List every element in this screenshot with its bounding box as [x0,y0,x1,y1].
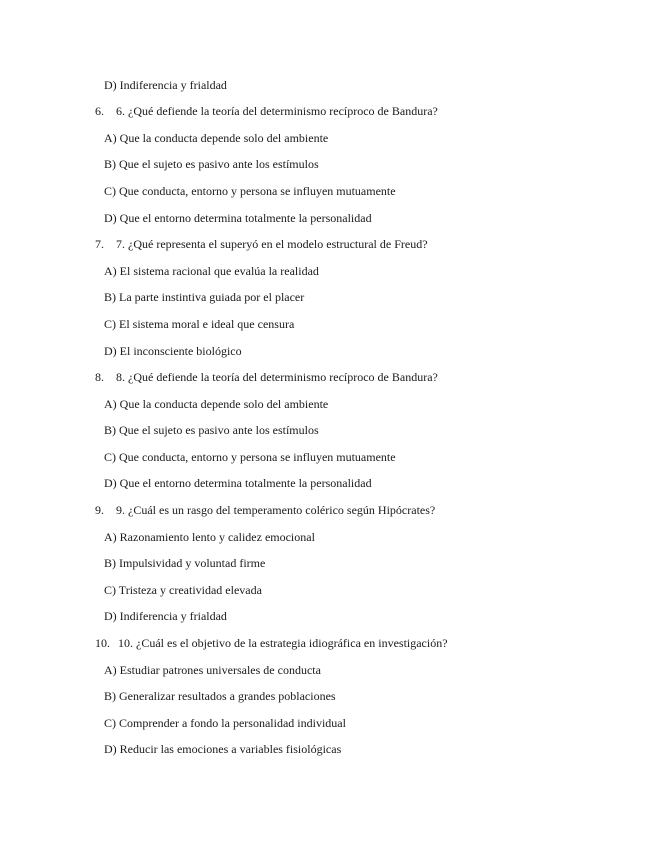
option-text: A) Estudiar patrones universales de conducta [104,663,321,677]
option-text: A) Que la conducta depende solo del ambiente [104,131,329,145]
option-text: A) El sistema racional que evalúa la realidad [104,264,319,278]
question-text: 8. ¿Qué defiende la teoría del determinismo recíproco de Bandura? [116,370,438,384]
option-text: C) Comprender a fondo la personalidad individual [104,716,346,730]
option-text: B) Generalizar resultados a grandes poblaciones [104,689,336,703]
question-number: 6. [95,104,104,118]
question-text: 7. ¿Qué representa el superyó en el modelo estructural de Freud? [116,237,428,251]
option-text: B) Impulsividad y voluntad firme [104,556,266,570]
option-text: B) Que el sujeto es pasivo ante los estímulos [104,157,319,171]
question-number: 10. [95,636,110,650]
question-number: 9. [95,503,104,517]
option-text: D) El inconsciente biológico [104,344,242,358]
question-text: 9. ¿Cuál es un rasgo del temperamento colérico según Hipócrates? [116,503,436,517]
option-text: D) Que el entorno determina totalmente la personalidad [104,211,372,225]
option-text: B) Que el sujeto es pasivo ante los estímulos [104,423,319,437]
question-number: 7. [95,237,104,251]
option-text: D) Indiferencia y frialdad [104,78,227,92]
option-text: C) Que conducta, entorno y persona se influyen mutuamente [104,450,396,464]
option-text: D) Que el entorno determina totalmente la personalidad [104,476,372,490]
option-text: D) Reducir las emociones a variables fisiológicas [104,742,342,756]
question-text: 6. ¿Qué defiende la teoría del determinismo recíproco de Bandura? [116,104,438,118]
option-text: B) La parte instintiva guiada por el placer [104,290,305,304]
question-number: 8. [95,370,104,384]
option-text: C) El sistema moral e ideal que censura [104,317,295,331]
question-text: 10. ¿Cuál es el objetivo de la estrategia idiográfica en investigación? [118,636,448,650]
option-text: A) Razonamiento lento y calidez emocional [104,530,315,544]
option-text: A) Que la conducta depende solo del ambiente [104,397,329,411]
option-text: C) Tristeza y creatividad elevada [104,583,262,597]
option-text: D) Indiferencia y frialdad [104,609,227,623]
option-text: C) Que conducta, entorno y persona se influyen mutuamente [104,184,396,198]
